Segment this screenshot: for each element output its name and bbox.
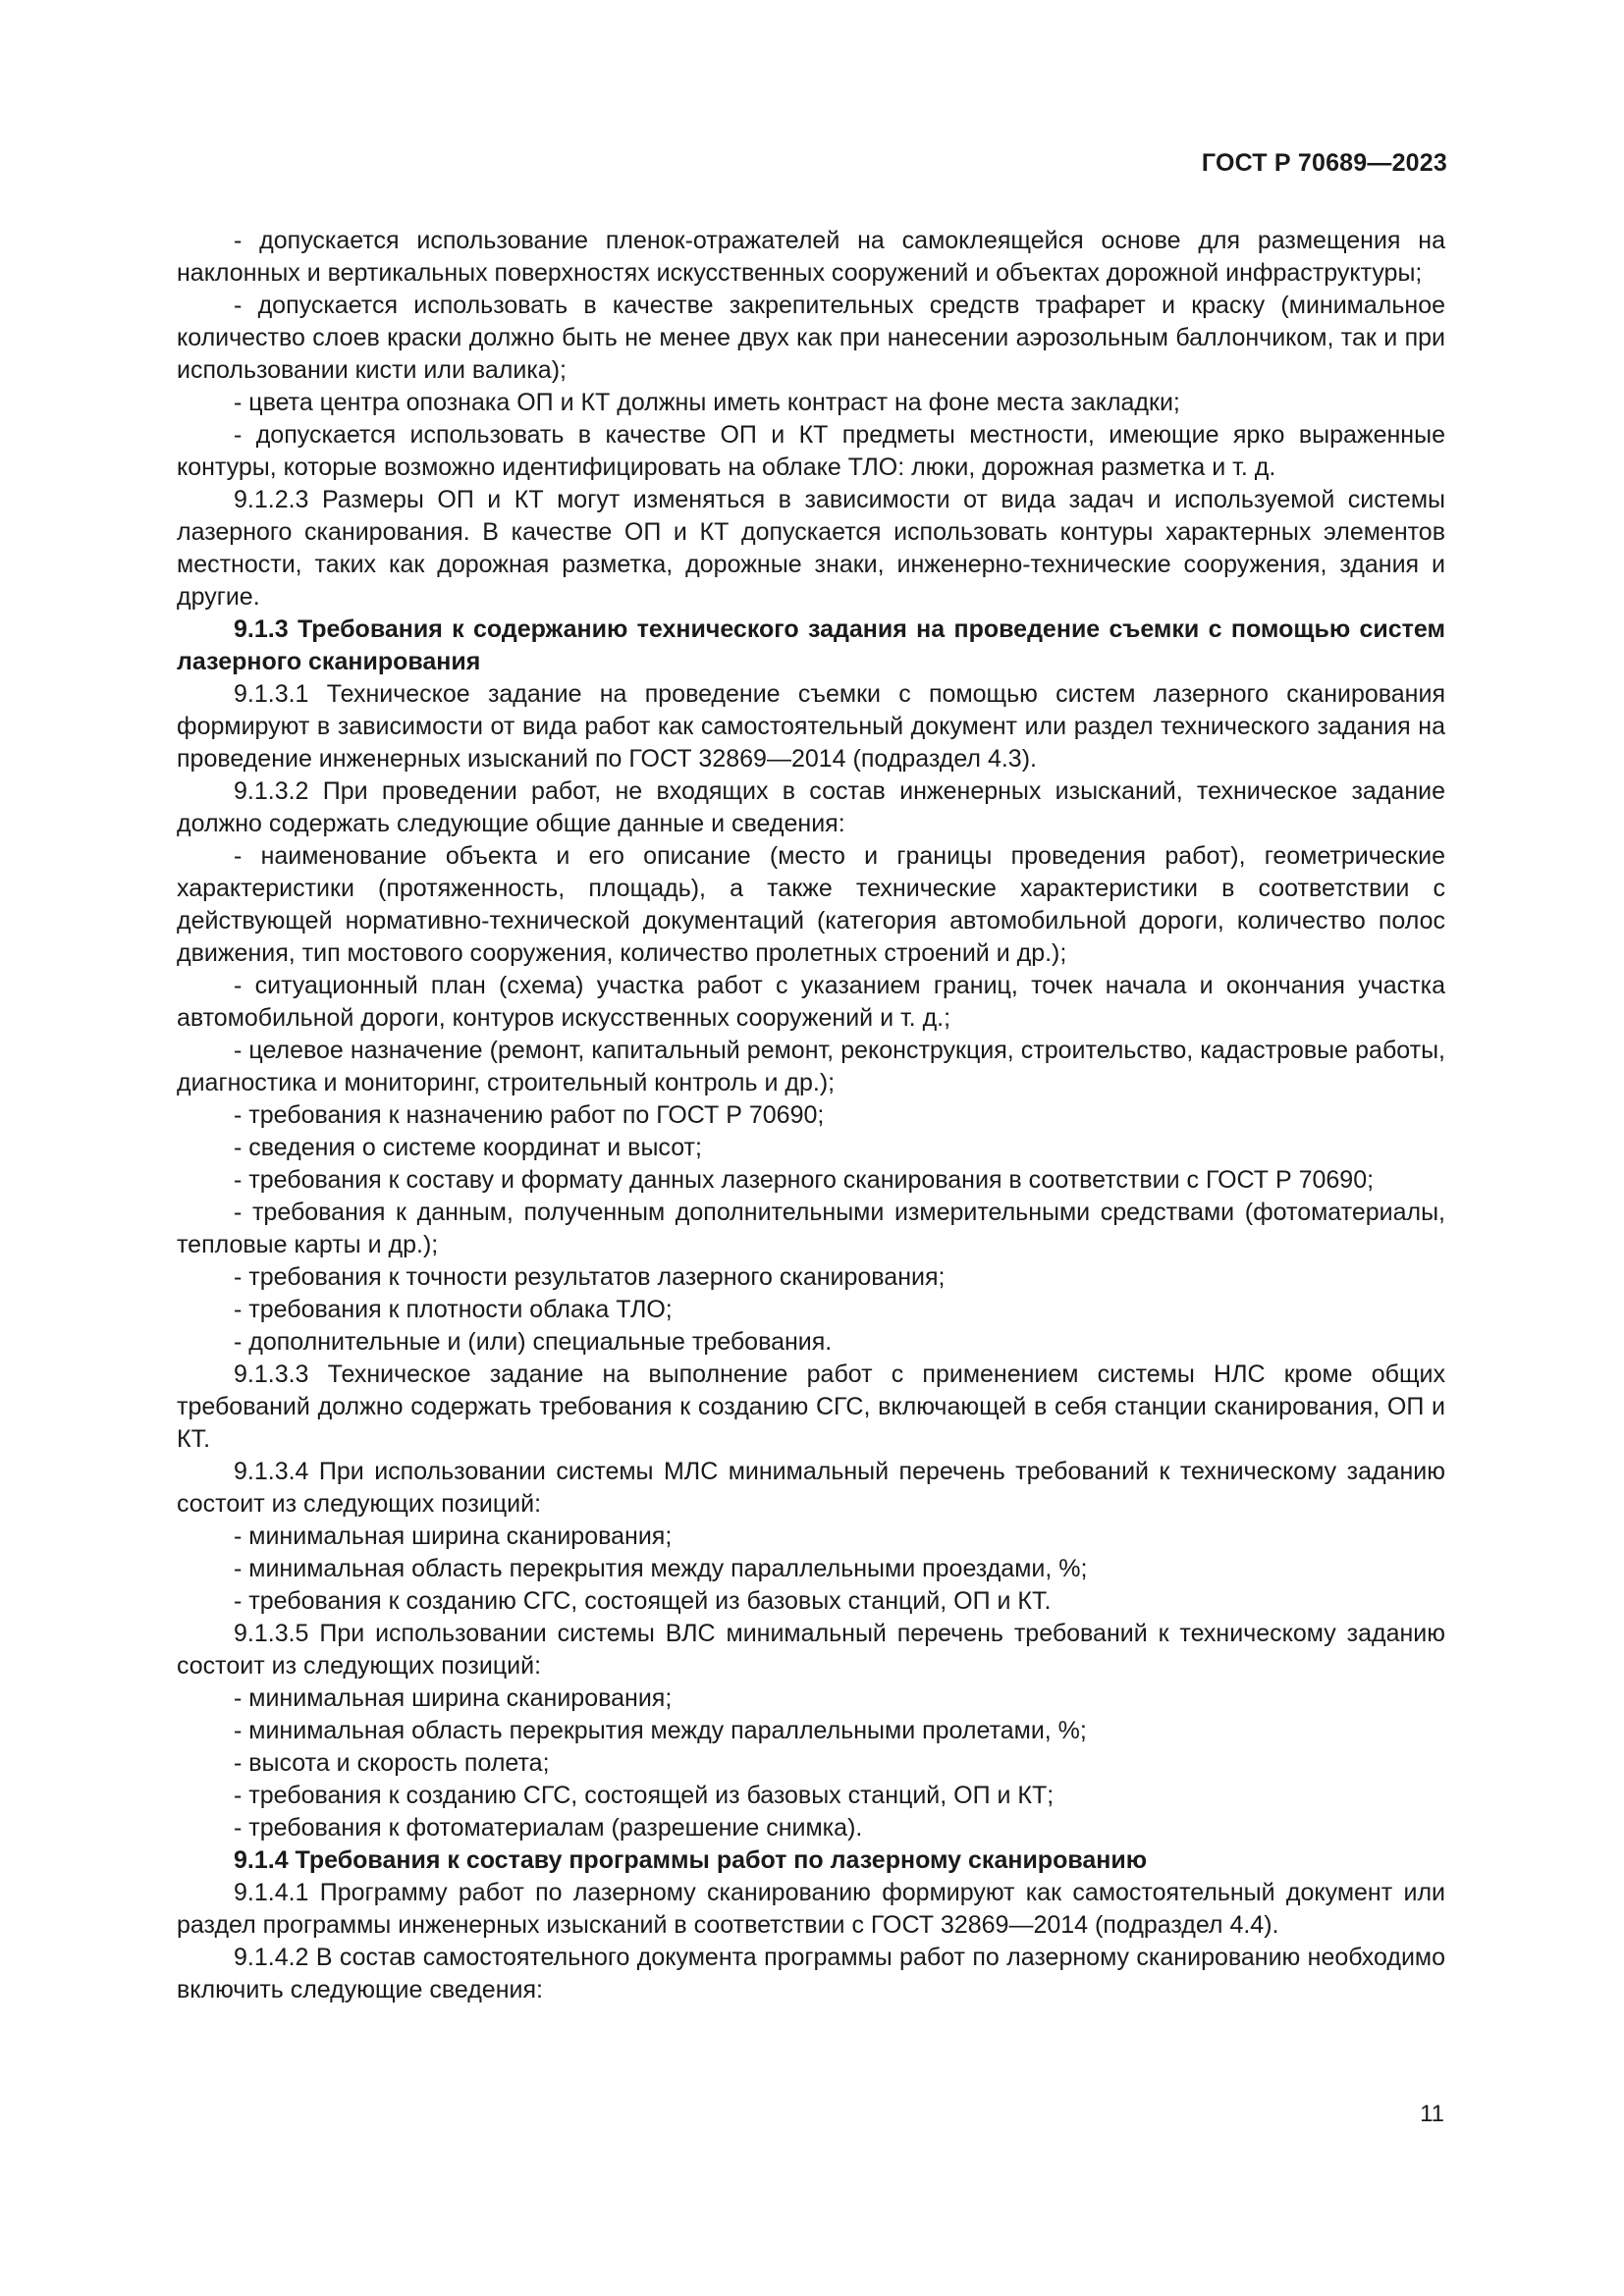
page-content [177, 225, 1445, 2006]
list-item: - минимальная ширина сканирования; [234, 1684, 673, 1712]
paragraph-9-1-2-3: 9.1.2.3 Размеры ОП и КТ могут изменяться в зависимости от вида задач и используемой системы лазерного сканирования. В качестве ОП и КТ допускается использовать контуры характерных элементов местности, таких как дорожная разметка, дорожные знаки, инженерно-технические сооружения, здания и другие. [177, 486, 1445, 611]
list-item: - наименование объекта и его описание (место и границы проведения работ), геометрические характеристики (протяженность, площадь), а также технические характеристики в соответствии с действующей нормативно-технической документаций (категория автомобильной дороги, количество полос движения, тип мостового сооружения, количество пролетных строений и др.); [177, 842, 1445, 967]
paragraph-9-1-4-2: 9.1.4.2 В состав самостоятельного документа программы работ по лазерному сканированию необходимо включить следующие сведения: [177, 1944, 1445, 2003]
list-item: - требования к точности результатов лазерного сканирования; [234, 1263, 946, 1291]
paragraph-9-1-3-2: 9.1.3.2 При проведении работ, не входящих в состав инженерных изысканий, техническое задание должно содержать следующие общие данные и сведения: [177, 777, 1445, 837]
list-item: - требования к созданию СГС, состоящей из базовых станций, ОП и КТ; [234, 1782, 1055, 1809]
list-item: - ситуационный план (схема) участка работ с указанием границ, точек начала и окончания участка автомобильной дороги, контуров искусственных сооружений и т. д.; [177, 972, 1445, 1032]
section-heading-9-1-3: 9.1.3 Требования к содержанию технического задания на проведение съемки с помощью систем лазерного сканирования [177, 615, 1445, 675]
list-item: - минимальная ширина сканирования; [234, 1522, 673, 1550]
paragraph-9-1-3-4: 9.1.3.4 При использовании системы МЛС минимальный перечень требований к техническому заданию состоит из следующих позиций: [177, 1458, 1445, 1518]
paragraph-9-1-3-3: 9.1.3.3 Техническое задание на выполнение работ с применением системы НЛС кроме общих требований должно содержать требования к созданию СГС, включающей в себя станции сканирования, ОП и КТ. [177, 1361, 1445, 1453]
standard-number-header: ГОСТ Р 70689—2023 [1201, 149, 1447, 177]
page-number: 11 [1420, 2101, 1444, 2127]
list-item: - допускается использование пленок-отражателей на самоклеящейся основе для размещения на наклонных и вертикальных поверхностях искусственных сооружений и объектах дорожной инфраструктуры; [177, 227, 1445, 287]
list-item: - дополнительные и (или) специальные требования. [234, 1328, 833, 1356]
list-item: - требования к созданию СГС, состоящей из базовых станций, ОП и КТ. [234, 1587, 1052, 1615]
list-item: - высота и скорость полета; [234, 1749, 550, 1777]
list-item: - требования к составу и формату данных лазерного сканирования в соответствии с ГОСТ Р 70690; [234, 1166, 1375, 1194]
paragraph-9-1-4-1: 9.1.4.1 Программу работ по лазерному сканированию формируют как самостоятельный документ или раздел программы инженерных изысканий в соответствии с ГОСТ 32869—2014 (подраздел 4.4). [177, 1879, 1445, 1939]
list-item: - требования к данным, полученным дополнительными измерительными средствами (фотоматериалы, тепловые карты и др.); [177, 1199, 1445, 1258]
list-item: - сведения о системе координат и высот; [234, 1134, 702, 1161]
list-item: - цвета центра опознака ОП и КТ должны иметь контраст на фоне места закладки; [234, 389, 1180, 416]
paragraph-9-1-3-5: 9.1.3.5 При использовании системы ВЛС минимальный перечень требований к техническому заданию состоит из следующих позиций: [177, 1620, 1445, 1680]
list-item: - целевое назначение (ремонт, капитальный ремонт, реконструкция, строительство, кадастровые работы, диагностика и мониторинг, строительный контроль и др.); [177, 1037, 1445, 1096]
list-item: - требования к фотоматериалам (разрешение снимка). [234, 1814, 863, 1842]
list-item: - минимальная область перекрытия между параллельными проездами, %; [234, 1555, 1088, 1582]
section-heading-9-1-4: 9.1.4 Требования к составу программы работ по лазерному сканированию [234, 1846, 1148, 1874]
list-item: - минимальная область перекрытия между параллельными пролетами, %; [234, 1717, 1087, 1744]
list-item: - требования к назначению работ по ГОСТ Р 70690; [234, 1101, 825, 1129]
paragraph-9-1-3-1: 9.1.3.1 Техническое задание на проведение съемки с помощью систем лазерного сканирования формируют в зависимости от вида работ как самостоятельный документ или раздел технического задания на проведение инженерных изысканий по ГОСТ 32869—2014 (подраздел 4.3). [177, 680, 1445, 773]
list-item: - допускается использовать в качестве закрепительных средств трафарет и краску (минимальное количество слоев краски должно быть не менее двух как при нанесении аэрозольным баллончиком, так и при использовании кисти или валика); [177, 292, 1445, 384]
list-item: - требования к плотности облака ТЛО; [234, 1296, 673, 1323]
list-item: - допускается использовать в качестве ОП и КТ предметы местности, имеющие ярко выраженные контуры, которые возможно идентифицировать на облаке ТЛО: люки, дорожная разметка и т. д. [177, 421, 1445, 481]
